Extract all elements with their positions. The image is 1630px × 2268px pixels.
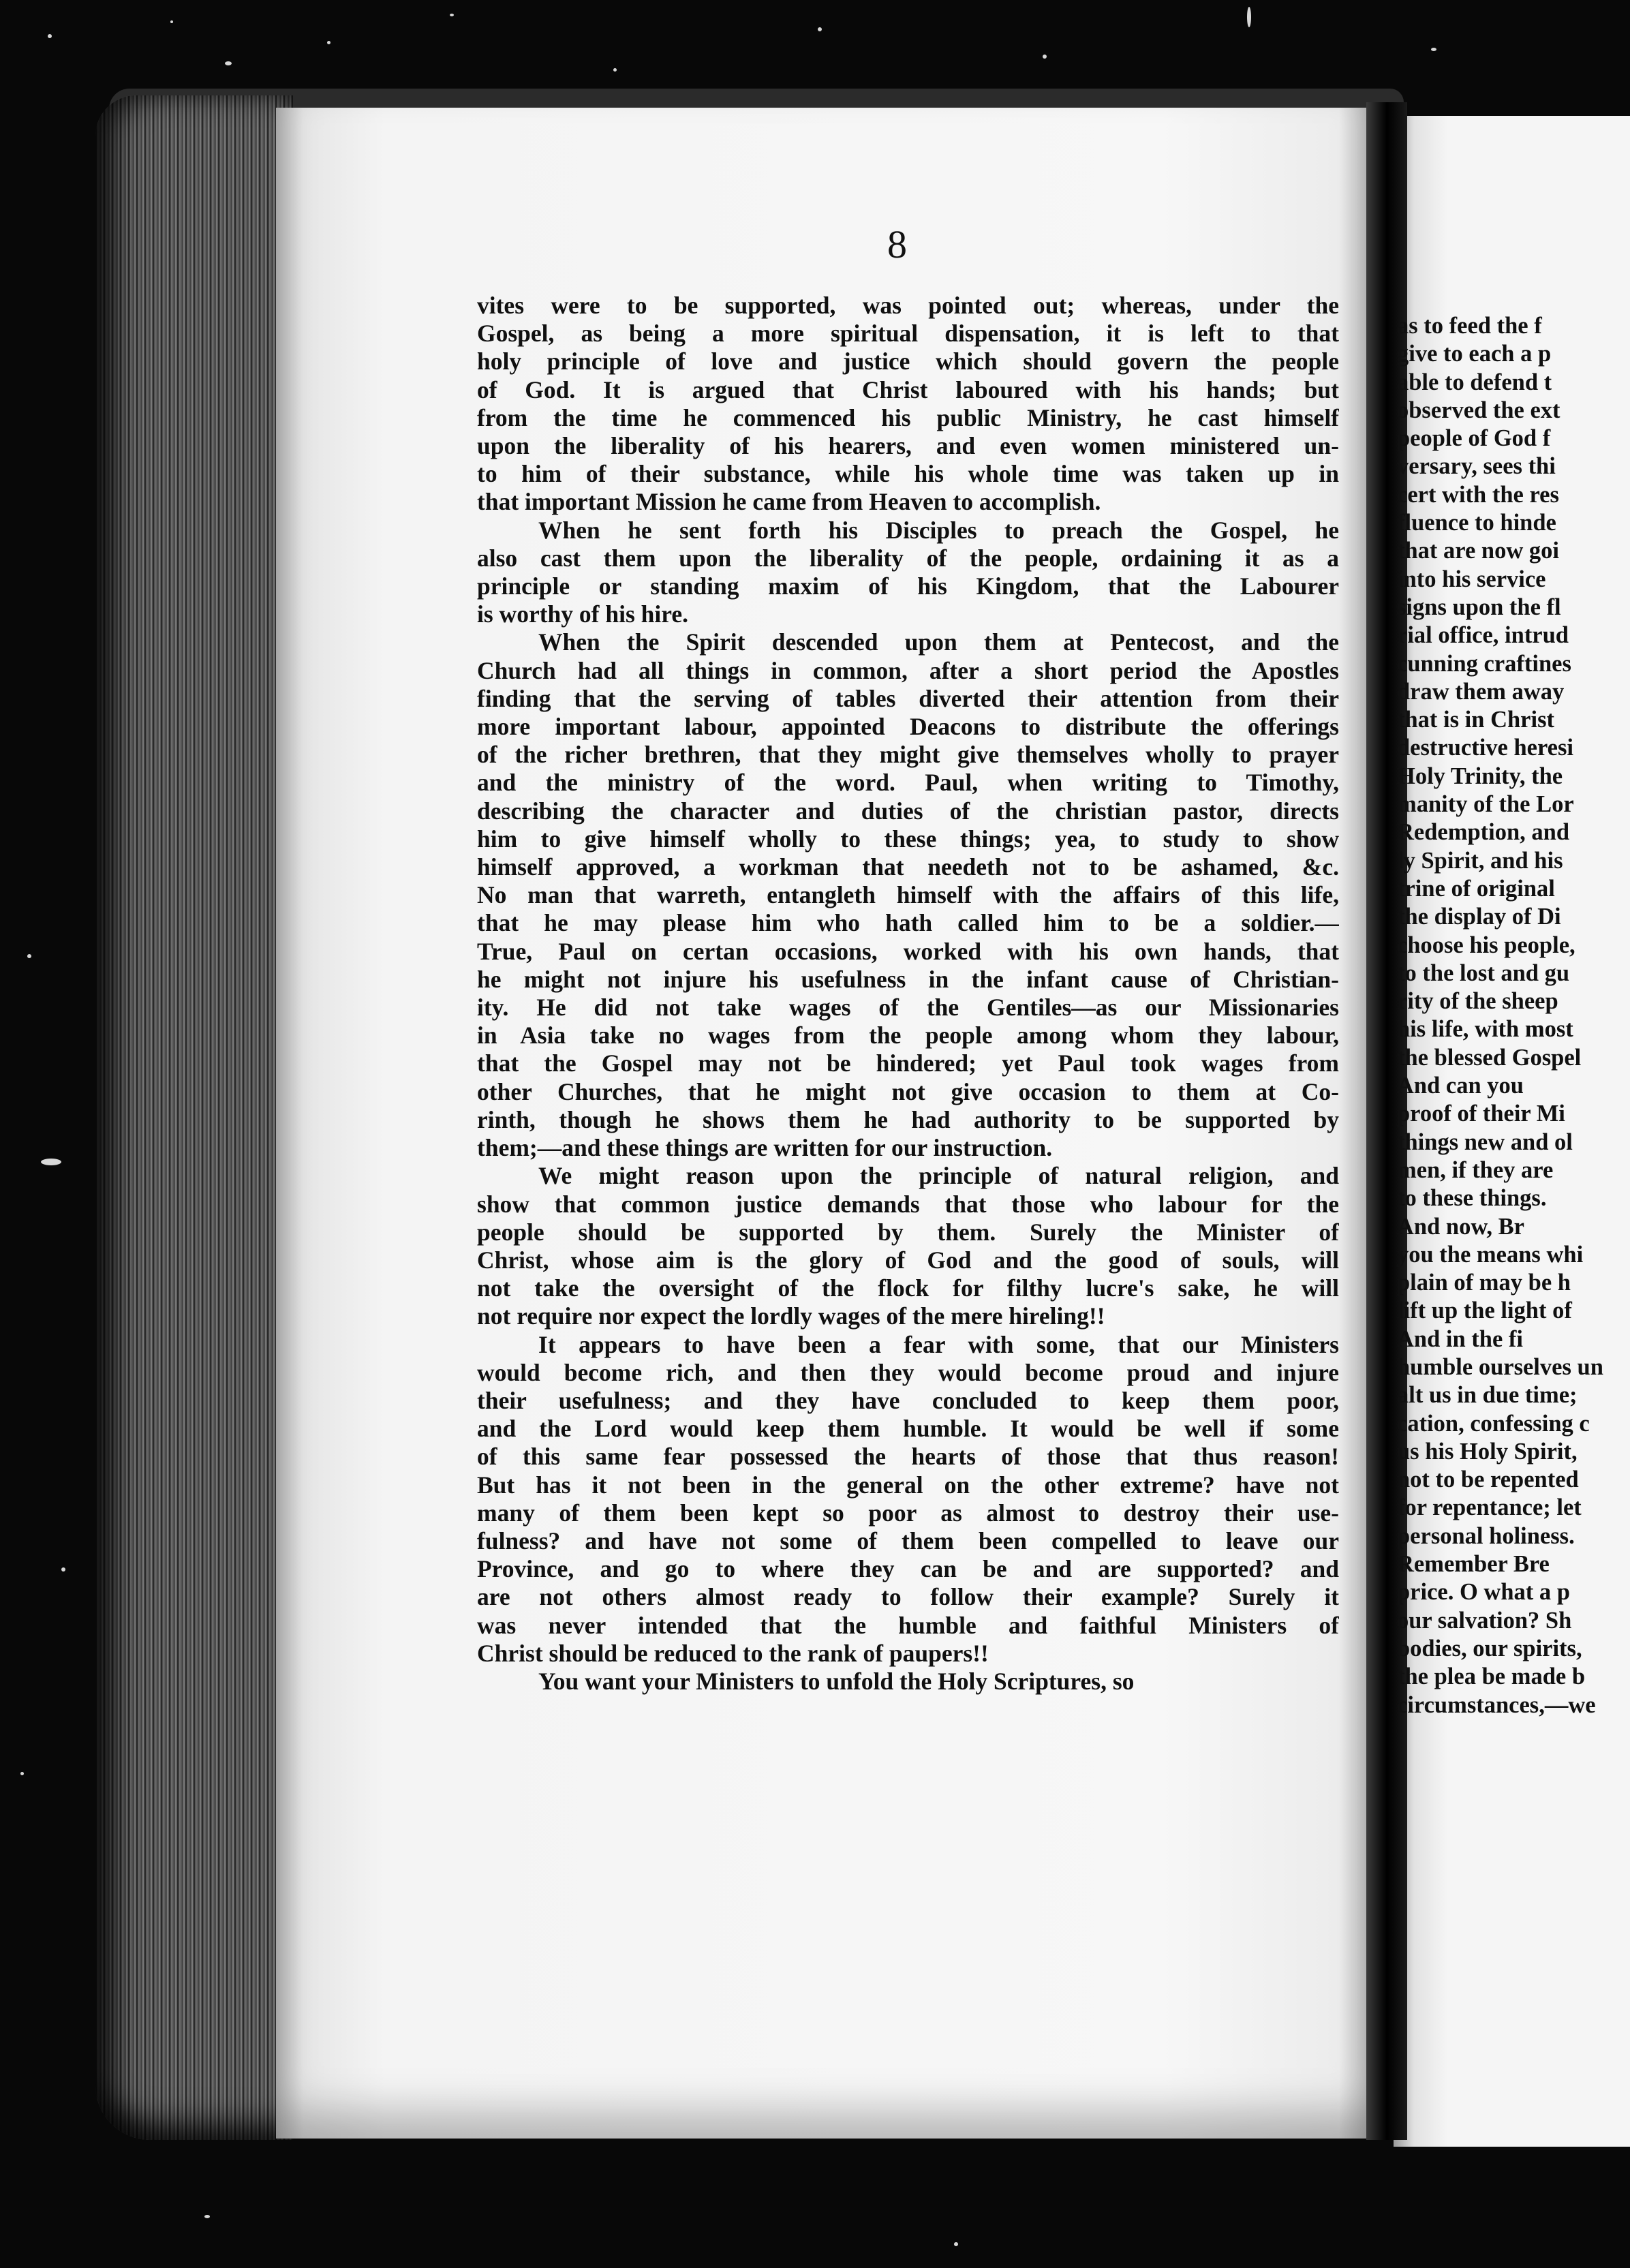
text-line: as to feed the f bbox=[1397, 313, 1542, 339]
dust-speck bbox=[41, 1159, 61, 1165]
text-line: that he may please him who hath called him to be a soldier.— bbox=[477, 909, 1339, 937]
text-line: men, if they are bbox=[1397, 1156, 1554, 1183]
text-line: them;—and these things are written for our instruction. bbox=[477, 1134, 1053, 1162]
text-line: and the Lord would keep them humble. It would be well if some bbox=[477, 1415, 1339, 1443]
text-line: more important labour, appointed Deacons to distribute the offerings bbox=[477, 713, 1339, 741]
text-line: us his Holy Spirit, bbox=[1397, 1438, 1578, 1465]
text-line: observed the ext bbox=[1397, 397, 1560, 423]
dust-speck bbox=[61, 1567, 65, 1572]
text-line: would become rich, and then they would become proud and injure bbox=[477, 1358, 1339, 1386]
dust-speck bbox=[1043, 55, 1047, 59]
text-line: It appears to have been a fear with some, that our Ministers bbox=[538, 1330, 1339, 1358]
dust-speck bbox=[1431, 48, 1436, 51]
text-line: fulness? and have not some of them been compelled to leave our bbox=[477, 1527, 1339, 1554]
text-line: himself approved, a workman that needeth not to be ashamed, &c. bbox=[477, 853, 1339, 881]
text-line: signs upon the fl bbox=[1397, 594, 1561, 620]
dust-speck bbox=[170, 20, 173, 23]
text-line: price. O what a p bbox=[1397, 1579, 1570, 1606]
text-line: upon the liberality of his hearers, and even women ministered un- bbox=[477, 432, 1339, 460]
text-line: Province, and go to where they can be and are supported? and bbox=[477, 1555, 1339, 1583]
text-line: things new and ol bbox=[1397, 1129, 1573, 1155]
book-fore-edge bbox=[95, 95, 293, 2140]
text-line: trine of original bbox=[1397, 875, 1555, 902]
dust-speck bbox=[20, 1772, 24, 1775]
text-line: him to give himself wholly to these things; yea, to study to show bbox=[477, 825, 1339, 853]
text-line: But has it not been in the general on the other extreme? have not bbox=[477, 1471, 1339, 1499]
text-line: many of them been kept so poor as almost to destroy their use- bbox=[477, 1499, 1339, 1527]
text-line: cation, confessing c bbox=[1397, 1410, 1590, 1437]
text-line: of the richer brethren, that they might give themselves wholly to prayer bbox=[477, 741, 1339, 769]
text-line: cert with the res bbox=[1397, 481, 1559, 508]
text-line: principle or standing maxim of his Kingdom, that the Labourer bbox=[477, 572, 1339, 600]
text-line: of this same fear possessed the hearts of those that thus reason! bbox=[477, 1443, 1339, 1471]
text-line: their usefulness; and they have concluded to keep them poor, bbox=[477, 1386, 1339, 1414]
text-line: circumstances,—we bbox=[1397, 1691, 1596, 1718]
dust-speck bbox=[27, 954, 31, 958]
text-line: We might reason upon the principle of natural religion, and bbox=[538, 1162, 1339, 1190]
dust-speck bbox=[225, 61, 232, 65]
text-line: lift up the light of bbox=[1397, 1298, 1572, 1324]
text-line: able to defend t bbox=[1397, 369, 1552, 395]
text-line: the blessed Gospel bbox=[1397, 1044, 1582, 1071]
text-line: rity of the sheep bbox=[1397, 988, 1558, 1015]
text-line: versary, sees thi bbox=[1397, 453, 1556, 480]
text-line: into his service bbox=[1397, 566, 1546, 592]
text-line: the plea be made b bbox=[1397, 1664, 1585, 1690]
text-line: to these things. bbox=[1397, 1185, 1547, 1212]
text-line: Redemption, and bbox=[1397, 819, 1570, 846]
text-line: in Asia take no wages from the people among whom they labour, bbox=[477, 1022, 1339, 1049]
text-line: alt us in due time; bbox=[1397, 1382, 1578, 1409]
text-line: plain of may be h bbox=[1397, 1270, 1571, 1296]
text-line: choose his people, bbox=[1397, 932, 1575, 958]
text-line: fluence to hinde bbox=[1397, 510, 1556, 536]
text-line: manity of the Lor bbox=[1397, 791, 1574, 818]
text-line: Remember Bre bbox=[1397, 1551, 1550, 1578]
text-line: vites were to be supported, was pointed out; whereas, under the bbox=[477, 292, 1339, 319]
text-line: not take the oversight of the flock for filthy lucre's sake, he will bbox=[477, 1274, 1339, 1302]
text-line: is worthy of his hire. bbox=[477, 600, 688, 628]
dust-speck bbox=[327, 41, 330, 44]
text-line: ly Spirit, and his bbox=[1397, 847, 1563, 874]
dust-speck bbox=[954, 2242, 958, 2246]
text-line: personal holiness. bbox=[1397, 1522, 1575, 1549]
text-line: humble ourselves un bbox=[1397, 1353, 1603, 1380]
text-line: and the ministry of the word. Paul, when writing to Timothy, bbox=[477, 769, 1339, 797]
page-number: 8 bbox=[887, 222, 907, 266]
right-page-text bbox=[1397, 312, 1630, 1719]
dust-speck bbox=[450, 14, 454, 16]
text-line: people should be supported by them. Surely the Minister of bbox=[477, 1218, 1339, 1246]
text-line: Christ, whose aim is the glory of God and the good of souls, will bbox=[477, 1246, 1339, 1274]
dust-speck bbox=[1247, 7, 1251, 27]
text-line: our salvation? Sh bbox=[1397, 1607, 1572, 1634]
text-line: the display of Di bbox=[1397, 904, 1561, 930]
text-line: draw them away bbox=[1397, 678, 1565, 705]
text-line: give to each a p bbox=[1397, 341, 1552, 367]
text-line: ity. He did not take wages of the Gentiles—as our Missionaries bbox=[477, 994, 1339, 1022]
text-line: that important Mission he came from Heaven to accomplish. bbox=[477, 488, 1101, 516]
text-line: also cast them upon the liberality of the people, ordaining it as a bbox=[477, 544, 1339, 572]
text-line: you the means whi bbox=[1397, 1241, 1584, 1268]
text-line: his life, with most bbox=[1397, 1016, 1573, 1043]
text-line: And in the fi bbox=[1397, 1325, 1523, 1352]
text-line: to the lost and gu bbox=[1397, 960, 1570, 986]
dust-speck bbox=[818, 27, 822, 31]
text-line: Holy Trinity, the bbox=[1397, 763, 1563, 789]
text-line: not to be repented bbox=[1397, 1467, 1579, 1493]
text-line: that is in Christ bbox=[1397, 707, 1554, 733]
text-line: not require nor expect the lordly wages of the mere hireling!! bbox=[477, 1302, 1105, 1330]
text-line: holy principle of love and justice which should govern the people bbox=[477, 348, 1339, 376]
text-line: Gospel, as being a more spiritual dispensation, it is left to that bbox=[477, 320, 1339, 348]
left-page-text bbox=[477, 292, 1339, 1696]
text-line: that are now goi bbox=[1397, 538, 1559, 564]
text-line: rinth, though he shows them he had authority to be supported by bbox=[477, 1105, 1339, 1133]
text-line: to him of their substance, while his whole time was taken up in bbox=[477, 460, 1339, 488]
text-line: for repentance; let bbox=[1397, 1495, 1582, 1521]
text-line: people of God f bbox=[1397, 425, 1551, 452]
dust-speck bbox=[48, 34, 52, 38]
text-line: finding that the serving of tables diverted their attention from their bbox=[477, 684, 1339, 712]
text-line: he might not injure his usefulness in the infant cause of Christian- bbox=[477, 965, 1339, 993]
text-line: When the Spirit descended upon them at Pentecost, and the bbox=[538, 628, 1339, 656]
text-line: And can you bbox=[1397, 1073, 1524, 1099]
text-line: No man that warreth, entangleth himself with the affairs of this life, bbox=[477, 881, 1339, 909]
text-line: Church had all things in common, after a short period the Apostles bbox=[477, 656, 1339, 684]
text-line: Christ should be reduced to the rank of paupers!! bbox=[477, 1639, 989, 1667]
text-line: rial office, intrud bbox=[1397, 622, 1569, 649]
text-line: destructive heresi bbox=[1397, 735, 1574, 761]
text-line: bodies, our spirits, bbox=[1397, 1635, 1582, 1661]
text-line: proof of their Mi bbox=[1397, 1101, 1565, 1127]
text-line: from the time he commenced his public Ministry, he cast himself bbox=[477, 403, 1339, 431]
text-line: that the Gospel may not be hindered; yet Paul took wages from bbox=[477, 1049, 1339, 1077]
text-line: When he sent forth his Disciples to preach the Gospel, he bbox=[538, 516, 1339, 544]
text-line: of God. It is argued that Christ laboured with his hands; but bbox=[477, 376, 1339, 403]
text-line: You want your Ministers to unfold the Holy Scriptures, so bbox=[538, 1667, 1135, 1695]
text-line: are not others almost ready to follow their example? Surely it bbox=[477, 1583, 1339, 1611]
text-line: cunning craftines bbox=[1397, 650, 1571, 677]
text-line: And now, Br bbox=[1397, 1213, 1524, 1240]
dust-speck bbox=[613, 68, 617, 72]
text-line: describing the character and duties of the christian pastor, directs bbox=[477, 797, 1339, 825]
text-line: show that common justice demands that those who labour for the bbox=[477, 1190, 1339, 1218]
text-line: True, Paul on certan occasions, worked with his own hands, that bbox=[477, 937, 1339, 965]
text-line: was never intended that the humble and faithful Ministers of bbox=[477, 1611, 1339, 1639]
dust-speck bbox=[204, 2215, 210, 2218]
text-line: other Churches, that he might not give occasion to them at Co- bbox=[477, 1077, 1339, 1105]
